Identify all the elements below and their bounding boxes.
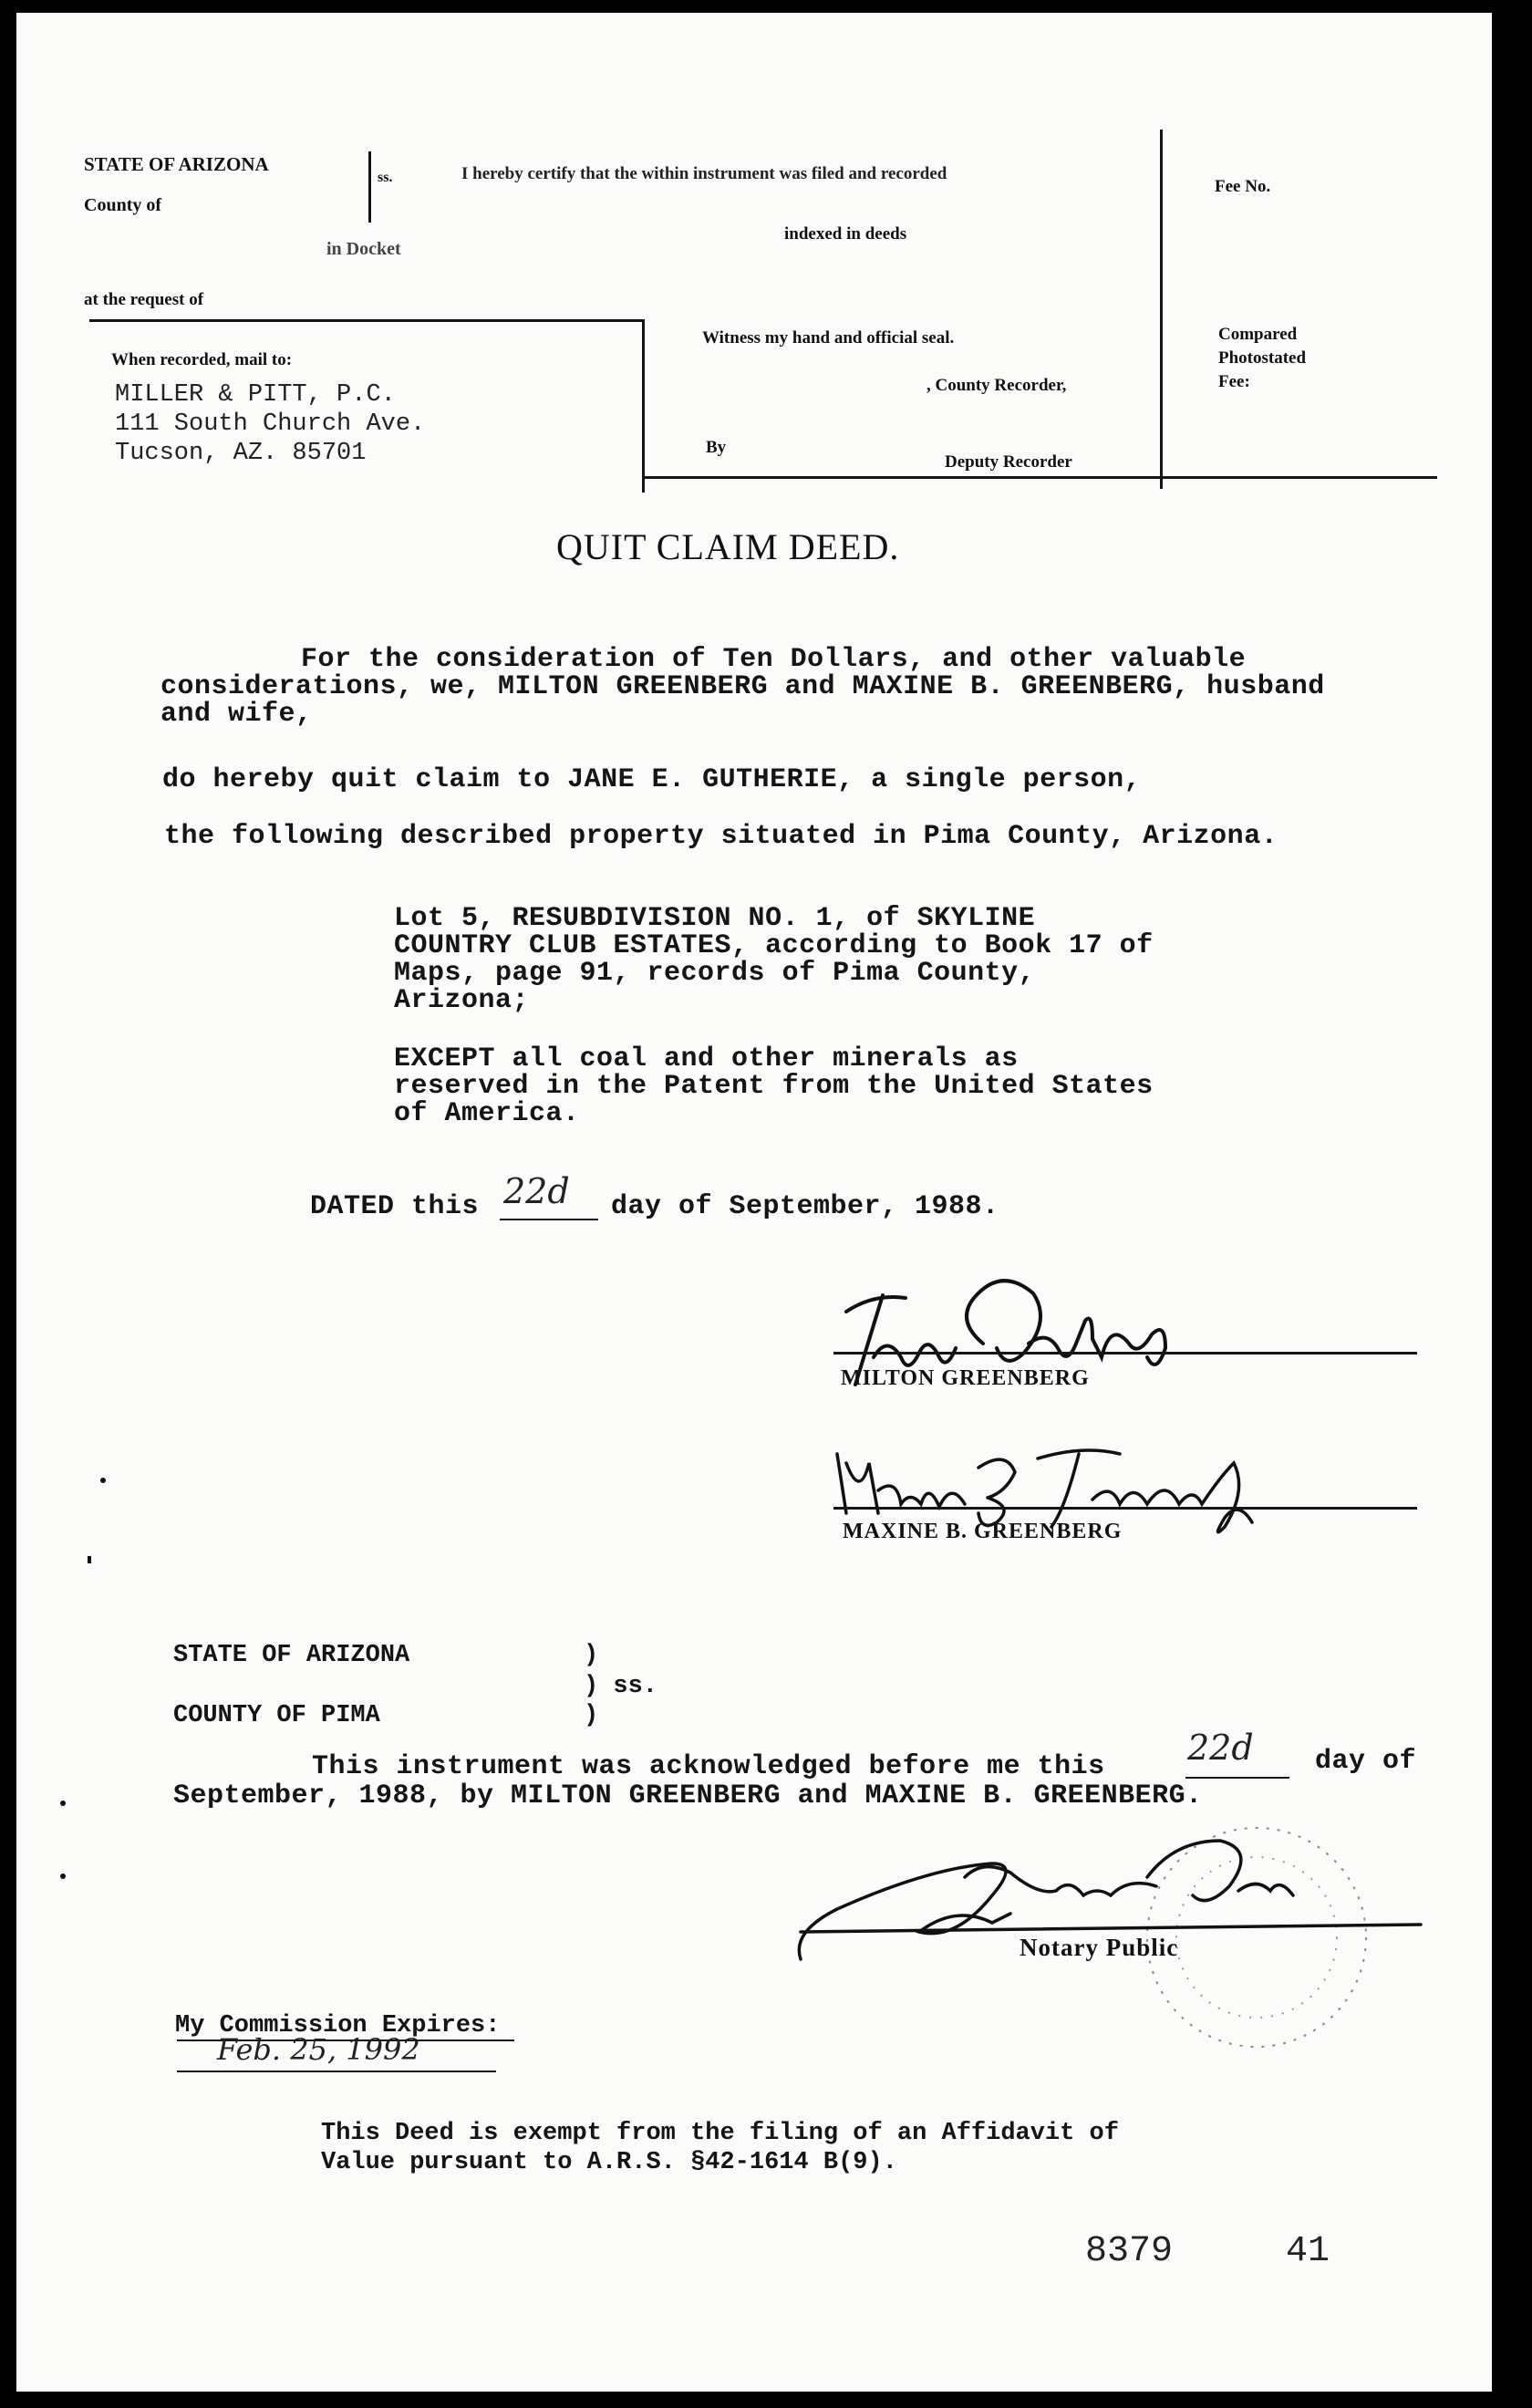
header-compared: Compared <box>1218 325 1298 344</box>
commission-label: My Commission Expires: <box>175 2012 501 2040</box>
legal-line-3: Maps, page 91, records of Pima County, <box>394 958 1036 989</box>
notary-label: Notary Public <box>1020 1934 1179 1961</box>
mail-to-line-2: 111 South Church Ave. <box>115 410 426 438</box>
commission-date-underline <box>177 2071 496 2072</box>
scan-speck <box>60 1801 66 1806</box>
scan-speck <box>60 1873 66 1879</box>
header-right-divider <box>1160 130 1163 489</box>
legal-line-2: COUNTRY CLUB ESTATES, according to Book 17 of <box>394 930 1154 961</box>
ack-ss: ) ss. <box>584 1673 658 1700</box>
mail-box-top <box>89 319 644 322</box>
legal-line-4: Arizona; <box>394 985 530 1016</box>
mail-to-label: When recorded, mail to: <box>111 350 293 369</box>
header-certify: I hereby certify that the within instrument was filed and recorded <box>461 164 947 183</box>
header-bracket <box>368 151 371 223</box>
body-p1-line-1: For the consideration of Ten Dollars, and other valuable <box>301 644 1247 675</box>
legal-line-1: Lot 5, RESUBDIVISION NO. 1, of SKYLINE <box>394 903 1036 934</box>
page-number: 41 <box>1286 2231 1330 2272</box>
header-county-recorder: , County Recorder, <box>926 376 1067 395</box>
deed-page <box>16 13 1492 2392</box>
ack-day-underline <box>1185 1777 1289 1779</box>
except-line-3: of America. <box>394 1098 580 1129</box>
header-indexed: indexed in deeds <box>784 224 907 244</box>
header-fee-no: Fee No. <box>1215 177 1271 196</box>
scan-speck <box>88 1556 91 1563</box>
ack-line1-prefix: This instrument was acknowledged before me this <box>312 1751 1105 1782</box>
mail-box-right <box>642 319 645 493</box>
ack-paren-3: ) <box>584 1702 599 1729</box>
header-bottom-line <box>642 476 1437 479</box>
milton-signature-line <box>833 1352 1417 1354</box>
header-state: STATE OF ARIZONA <box>84 153 269 175</box>
milton-name: MILTON GREENBERG <box>841 1366 1090 1390</box>
header-county: County of <box>84 195 162 215</box>
header-by: By <box>706 438 727 457</box>
ack-line1-suffix: day of <box>1315 1746 1417 1777</box>
scan-speck <box>100 1478 106 1483</box>
header-fee: Fee: <box>1218 372 1250 391</box>
doc-number: 8379 <box>1085 2231 1174 2272</box>
ack-day: 22d <box>1187 1728 1254 1768</box>
ack-paren-1: ) <box>584 1642 599 1669</box>
header-docket: in Docket <box>326 239 401 259</box>
except-line-2: reserved in the Patent from the United States <box>394 1071 1154 1102</box>
dated-day: 22d <box>503 1171 570 1211</box>
except-line-1: EXCEPT all coal and other minerals as <box>394 1043 1019 1074</box>
dated-suffix: day of September, 1988. <box>611 1191 999 1222</box>
header-photostated: Photostated <box>1218 348 1307 368</box>
dated-day-underline <box>500 1219 598 1220</box>
dated-prefix: DATED this <box>310 1191 480 1222</box>
header-deputy-recorder: Deputy Recorder <box>945 452 1072 472</box>
maxine-signature-line <box>833 1507 1417 1510</box>
mail-to-line-1: MILLER & PITT, P.C. <box>115 381 396 409</box>
ack-line2: September, 1988, by MILTON GREENBERG and MAXINE B. GREENBERG. <box>173 1780 1203 1811</box>
deed-title: QUIT CLAIM DEED. <box>556 526 900 567</box>
ack-county: COUNTY OF PIMA <box>173 1702 380 1729</box>
maxine-name: MAXINE B. GREENBERG <box>843 1520 1123 1543</box>
mail-to-line-3: Tucson, AZ. 85701 <box>115 440 367 467</box>
header-witness: Witness my hand and official seal. <box>702 328 955 348</box>
body-p1-line-3: and wife, <box>160 699 313 730</box>
header-request: at the request of <box>84 290 204 309</box>
exempt-line-2: Value pursuant to A.R.S. §42-1614 B(9). <box>321 2149 897 2176</box>
body-p1-line-2: considerations, we, MILTON GREENBERG and MAXINE B. GREENBERG, husband <box>160 671 1325 702</box>
exempt-line-1: This Deed is exempt from the filing of an Affidavit of <box>321 2120 1119 2147</box>
header-ss: ss. <box>378 170 393 185</box>
ack-state: STATE OF ARIZONA <box>173 1642 410 1669</box>
body-p3: the following described property situated in Pima County, Arizona. <box>164 821 1278 852</box>
body-p2: do hereby quit claim to JANE E. GUTHERIE, a single person, <box>162 764 1142 795</box>
commission-date: Feb. 25, 1992 <box>217 2032 420 2067</box>
